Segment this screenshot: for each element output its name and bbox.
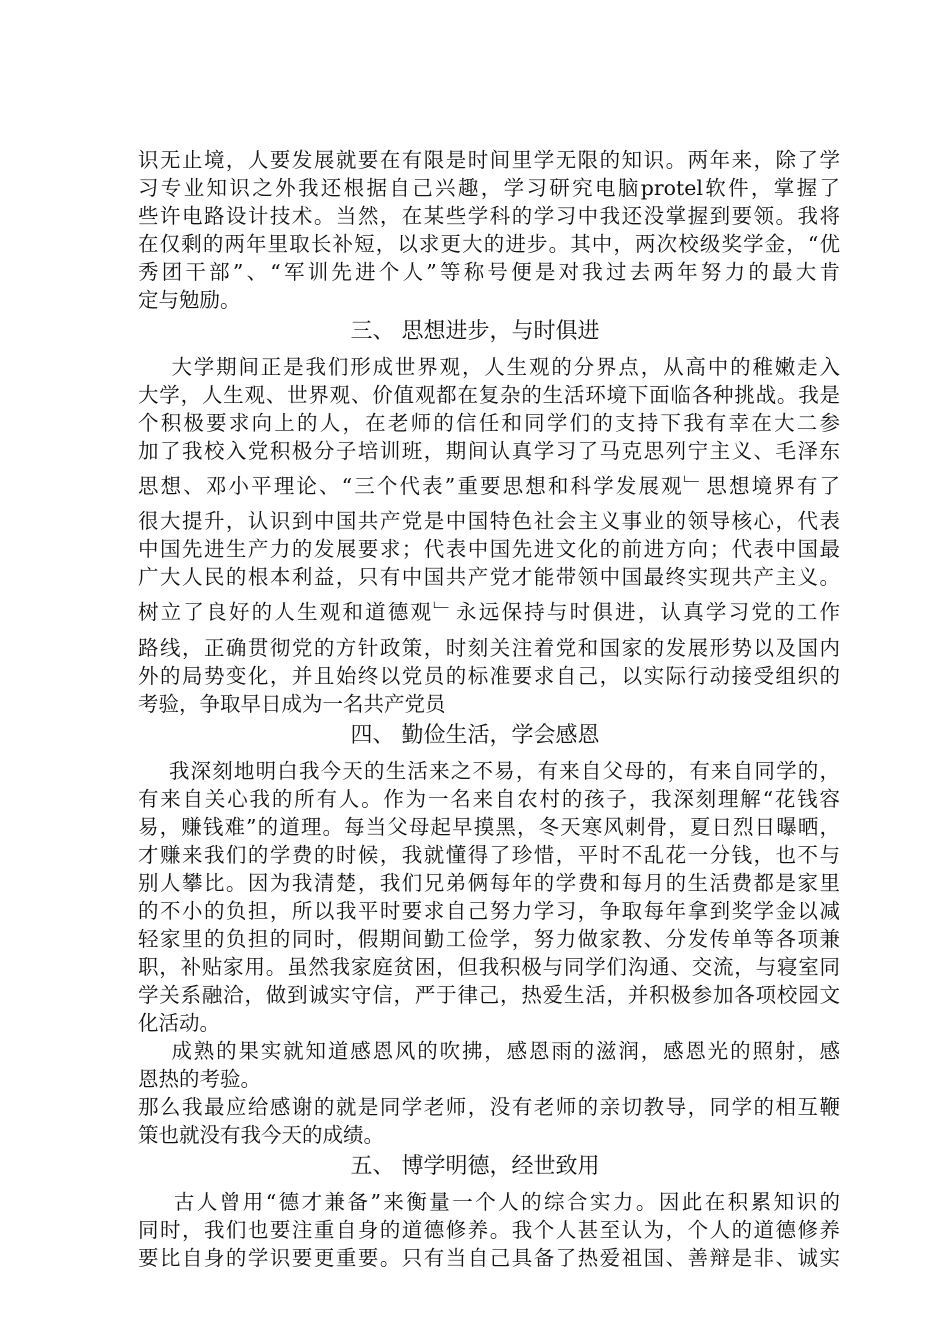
paragraph-line: 树立了良好的人生观和道德观﹂永远保持与时俱进，认真学习党的工作 xyxy=(138,600,840,624)
paragraph-line: 我深刻地明白我今天的生活来之不易，有来自父母的，有来自同学的， xyxy=(138,759,840,783)
paragraph-line: 很大提升，认识到中国共产党是中国特色社会主义事业的领导核心，代表 xyxy=(138,509,840,533)
paragraph-line: 加了我校入党积极分子培训班，期间认真学习了马克思列宁主义、毛泽东 xyxy=(138,439,840,463)
paragraph-line: 别人攀比。因为我清楚，我们兄弟俩每年的学费和每月的生活费都是家里 xyxy=(138,871,840,895)
paragraph-line: 的不小的负担，所以我平时要求自己努力学习，争取每年拿到奖学金以减 xyxy=(138,899,840,923)
paragraph-line: 定与勉励。 xyxy=(138,288,241,312)
paragraph-line: 化活动。 xyxy=(138,1011,220,1035)
paragraph-line: 要比自身的学识要更重要。只有当自己具备了热爱祖国、善辩是非、诚实 xyxy=(138,1246,840,1270)
section-heading-5: 五、 博学明德，经世致用 xyxy=(350,1154,600,1179)
paragraph-line: 有来自关心我的所有人。作为一名来自农村的孩子，我深刻理解“花钱容 xyxy=(138,787,840,811)
paragraph-line: 考验，争取早日成为一名共产党员 xyxy=(138,692,446,716)
paragraph-line: 那么我最应给感谢的就是同学老师，没有老师的亲切教导，同学的相互鞭 xyxy=(138,1095,840,1119)
paragraph-line: 易，赚钱难”的道理。每当父母起早摸黑，冬天寒风刺骨，夏日烈日曝晒， xyxy=(138,815,840,839)
paragraph-line: 成熟的果实就知道感恩风的吹拂，感恩雨的滋润，感恩光的照射，感 xyxy=(138,1039,840,1063)
paragraph-line: 个积极要求向上的人，在老师的信任和同学们的支持下我有幸在大二参 xyxy=(138,411,840,435)
paragraph-line: 职，补贴家用。虽然我家庭贫困，但我积极与同学们沟通、交流，与寝室同 xyxy=(138,955,840,979)
section-heading-4: 四、 勤俭生活，学会感恩 xyxy=(350,723,600,748)
paragraph-line: 轻家里的负担的同时，假期间勤工俭学，努力做家教、分发传单等各项兼 xyxy=(138,927,840,951)
section-heading-3: 三、 思想进步，与时俱进 xyxy=(350,319,600,344)
paragraph-line: 大学期间正是我们形成世界观，人生观的分界点，从高中的稚嫩走入 xyxy=(138,355,840,379)
paragraph-line: 恩热的考验。 xyxy=(138,1067,261,1091)
paragraph-line: 策也就没有我今天的成绩。 xyxy=(138,1123,384,1147)
paragraph-line: 大学，人生观、世界观、价值观都在复杂的生活环境下面临各种挑战。我是 xyxy=(138,383,840,407)
paragraph-line: 才赚来我们的学费的时候，我就懂得了珍惜，平时不乱花一分钱，也不与 xyxy=(138,843,840,867)
paragraph-line: 习专业知识之外我还根据自己兴趣，学习研究电脑protel软件，掌握了 xyxy=(138,176,840,200)
paragraph-line: 思想、邓小平理论、“三个代表”重要思想和科学发展观﹂思想境界有了 xyxy=(138,474,840,498)
paragraph-line: 广大人民的根本利益，只有中国共产党才能带领中国最终实现共产主义。 xyxy=(138,565,840,589)
paragraph-line: 路线，正确贯彻党的方针政策，时刻关注着党和国家的发展形势以及国内 xyxy=(138,636,840,660)
paragraph-line: 些许电路设计技术。当然，在某些学科的学习中我还没掌握到要领。我将 xyxy=(138,204,840,228)
paragraph-line: 识无止境，人要发展就要在有限是时间里学无限的知识。两年来，除了学 xyxy=(138,148,840,172)
paragraph-line: 古人曾用“德才兼备”来衡量一个人的综合实力。因此在积累知识的 xyxy=(138,1190,840,1214)
paragraph-line: 外的局势变化，并且始终以党员的标准要求自己，以实际行动接受组织的 xyxy=(138,664,840,688)
paragraph-line: 同时，我们也要注重自身的道德修养。我个人甚至认为，个人的道德修养 xyxy=(138,1218,840,1242)
paragraph-line: 学关系融洽，做到诚实守信，严于律己，热爱生活，并积极参加各项校园文 xyxy=(138,983,840,1007)
paragraph-line: 在仅剩的两年里取长补短，以求更大的进步。其中，两次校级奖学金，“优 xyxy=(138,232,840,256)
paragraph-line: 中国先进生产力的发展要求；代表中国先进文化的前进方向；代表中国最 xyxy=(138,537,840,561)
paragraph-line: 秀团干部”、“军训先进个人”等称号便是对我过去两年努力的最大肯 xyxy=(138,260,840,284)
